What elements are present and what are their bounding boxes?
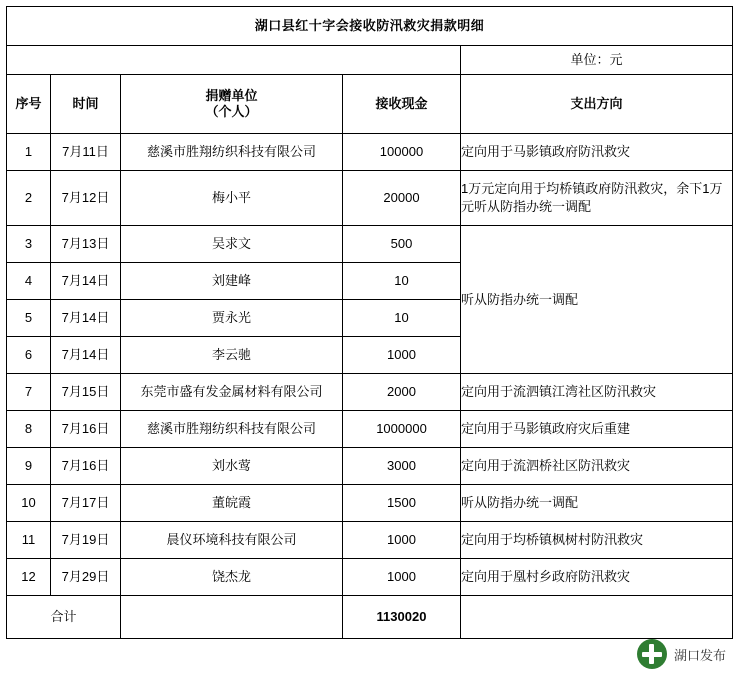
cell-amount: 100000 bbox=[343, 134, 461, 171]
cell-direction-merged: 听从防指办统一调配 bbox=[461, 226, 733, 374]
total-donor-cell bbox=[121, 596, 343, 639]
table-row bbox=[7, 522, 733, 559]
publisher-watermark bbox=[637, 639, 726, 669]
cell-direction: 定向用于均桥镇枫树村防汛救灾 bbox=[461, 522, 733, 559]
cell-amount: 10 bbox=[343, 263, 461, 300]
cell-date: 7月29日 bbox=[51, 559, 121, 596]
cell-index: 4 bbox=[7, 263, 51, 300]
publisher-name: 湖口发布 bbox=[673, 647, 726, 663]
cell-date: 7月17日 bbox=[51, 485, 121, 522]
table-row bbox=[7, 374, 733, 411]
cell-direction: 定向用于流泗镇江湾社区防汛救灾 bbox=[461, 374, 733, 411]
column-header-donor bbox=[121, 75, 343, 134]
cell-direction: 1万元定向用于均桥镇政府防汛救灾，余下1万元听从防指办统一调配 bbox=[461, 171, 733, 226]
cell-direction: 定向用于流泗桥社区防汛救灾 bbox=[461, 448, 733, 485]
cell-amount: 500 bbox=[343, 226, 461, 263]
column-header-donor-line2: （个人） bbox=[205, 104, 258, 119]
cell-amount: 1000 bbox=[343, 337, 461, 374]
column-header-direction: 支出方向 bbox=[461, 75, 733, 134]
cell-donor: 东莞市盛有发金属材料有限公司 bbox=[121, 374, 343, 411]
red-cross-icon bbox=[637, 639, 667, 669]
cell-date: 7月14日 bbox=[51, 263, 121, 300]
table-row bbox=[7, 226, 733, 263]
donation-table bbox=[6, 6, 733, 639]
cell-date: 7月14日 bbox=[51, 300, 121, 337]
cell-donor: 晨仪环境科技有限公司 bbox=[121, 522, 343, 559]
total-row bbox=[7, 596, 733, 639]
cell-index: 3 bbox=[7, 226, 51, 263]
cell-donor: 慈溪市胜翔纺织科技有限公司 bbox=[121, 134, 343, 171]
column-header-donor-line1: 捐赠单位 bbox=[205, 87, 258, 103]
cell-index: 12 bbox=[7, 559, 51, 596]
cell-donor: 慈溪市胜翔纺织科技有限公司 bbox=[121, 411, 343, 448]
total-label: 合计 bbox=[7, 596, 121, 639]
cell-donor: 贾永光 bbox=[121, 300, 343, 337]
total-direction-cell bbox=[461, 596, 733, 639]
title-row bbox=[7, 7, 733, 46]
column-header-index: 序号 bbox=[7, 75, 51, 134]
cell-index: 7 bbox=[7, 374, 51, 411]
table-row bbox=[7, 448, 733, 485]
cell-index: 2 bbox=[7, 171, 51, 226]
cell-direction: 定向用于马影镇政府防汛救灾 bbox=[461, 134, 733, 171]
cell-date: 7月14日 bbox=[51, 337, 121, 374]
cell-index: 9 bbox=[7, 448, 51, 485]
cell-donor: 饶杰龙 bbox=[121, 559, 343, 596]
table-row bbox=[7, 134, 733, 171]
unit-note: 单位：元 bbox=[461, 46, 733, 75]
column-header-amount: 接收现金 bbox=[343, 75, 461, 134]
cell-index: 6 bbox=[7, 337, 51, 374]
cell-donor: 李云驰 bbox=[121, 337, 343, 374]
total-amount: 1130020 bbox=[343, 596, 461, 639]
donation-detail-sheet bbox=[6, 6, 732, 639]
table-row bbox=[7, 485, 733, 522]
cell-date: 7月11日 bbox=[51, 134, 121, 171]
cell-donor: 董皖霞 bbox=[121, 485, 343, 522]
cell-amount: 1000000 bbox=[343, 411, 461, 448]
unit-row bbox=[7, 46, 733, 75]
cell-donor: 刘建峰 bbox=[121, 263, 343, 300]
cell-date: 7月16日 bbox=[51, 448, 121, 485]
cell-date: 7月12日 bbox=[51, 171, 121, 226]
table-row bbox=[7, 559, 733, 596]
cell-date: 7月16日 bbox=[51, 411, 121, 448]
cell-date: 7月13日 bbox=[51, 226, 121, 263]
cell-donor: 梅小平 bbox=[121, 171, 343, 226]
cell-amount: 2000 bbox=[343, 374, 461, 411]
cell-index: 5 bbox=[7, 300, 51, 337]
cell-amount: 1000 bbox=[343, 522, 461, 559]
cell-amount: 1500 bbox=[343, 485, 461, 522]
cell-index: 8 bbox=[7, 411, 51, 448]
cell-index: 10 bbox=[7, 485, 51, 522]
column-header-date: 时间 bbox=[51, 75, 121, 134]
cell-donor: 刘水莺 bbox=[121, 448, 343, 485]
page-title: 湖口县红十字会接收防汛救灾捐款明细 bbox=[7, 7, 733, 46]
cell-date: 7月19日 bbox=[51, 522, 121, 559]
cell-direction: 定向用于凰村乡政府防汛救灾 bbox=[461, 559, 733, 596]
cell-amount: 1000 bbox=[343, 559, 461, 596]
cell-amount: 10 bbox=[343, 300, 461, 337]
unit-row-spacer bbox=[7, 46, 461, 75]
cell-direction: 听从防指办统一调配 bbox=[461, 485, 733, 522]
table-row bbox=[7, 411, 733, 448]
cell-index: 1 bbox=[7, 134, 51, 171]
cell-amount: 3000 bbox=[343, 448, 461, 485]
cell-index: 11 bbox=[7, 522, 51, 559]
table-header-row bbox=[7, 75, 733, 134]
cell-date: 7月15日 bbox=[51, 374, 121, 411]
cell-direction: 定向用于马影镇政府灾后重建 bbox=[461, 411, 733, 448]
cell-donor: 吴求文 bbox=[121, 226, 343, 263]
cell-amount: 20000 bbox=[343, 171, 461, 226]
table-row bbox=[7, 171, 733, 226]
